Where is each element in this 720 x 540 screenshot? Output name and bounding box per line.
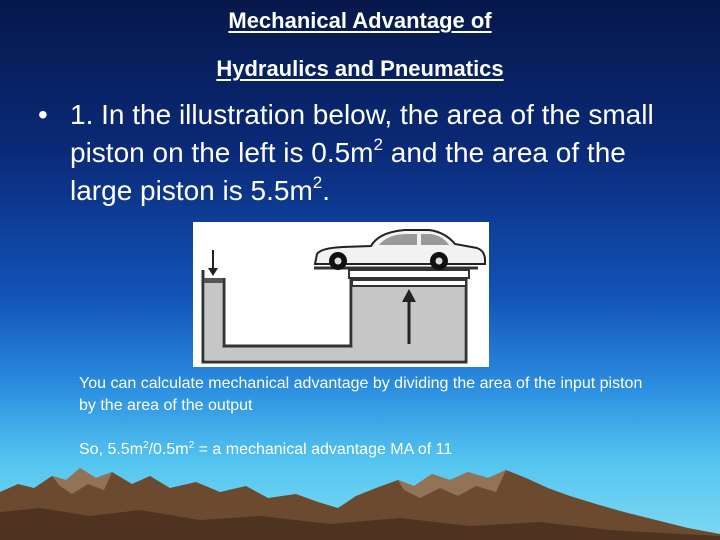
connecting-fluid-channel — [205, 346, 365, 360]
bullet-symbol: • — [38, 99, 48, 130]
large-piston — [352, 280, 466, 286]
bullet-text-part1: 1. In the illustration below, the area of the small piston on the left is 0.5m — [70, 99, 654, 168]
hydraulic-lift-drawing — [193, 222, 489, 367]
slide-title-line2: Hydraulics and Pneumatics — [216, 56, 504, 81]
formula-part-b: /0.5m — [148, 441, 189, 458]
car-icon — [315, 230, 485, 270]
small-piston — [204, 278, 223, 283]
slide-title-line1: Mechanical Advantage of — [228, 8, 492, 33]
formula-exponent1: 2 — [143, 440, 149, 451]
formula-part-c: = a mechanical advantage MA of 11 — [194, 441, 453, 458]
bullet-text — [70, 96, 690, 210]
mountain-range-decoration — [0, 450, 720, 540]
down-arrow-icon — [208, 250, 218, 276]
container-inner-wall — [224, 278, 351, 346]
bullet-exponent1: 2 — [373, 135, 383, 154]
hydraulic-lift-illustration — [193, 222, 489, 367]
formula-part-a: So, 5.5m — [79, 441, 144, 458]
bullet-exponent2: 2 — [312, 173, 323, 192]
bullet-text-part2: and the area of the large piston is 5.5m — [70, 137, 626, 206]
bullet-text-part3: . — [322, 175, 331, 206]
lift-platform — [349, 270, 469, 278]
formula-exponent2: 2 — [188, 440, 195, 451]
caption-explanation: You can calculate mechanical advantage by dividing the area of the input piston by the area of the output — [79, 375, 643, 414]
